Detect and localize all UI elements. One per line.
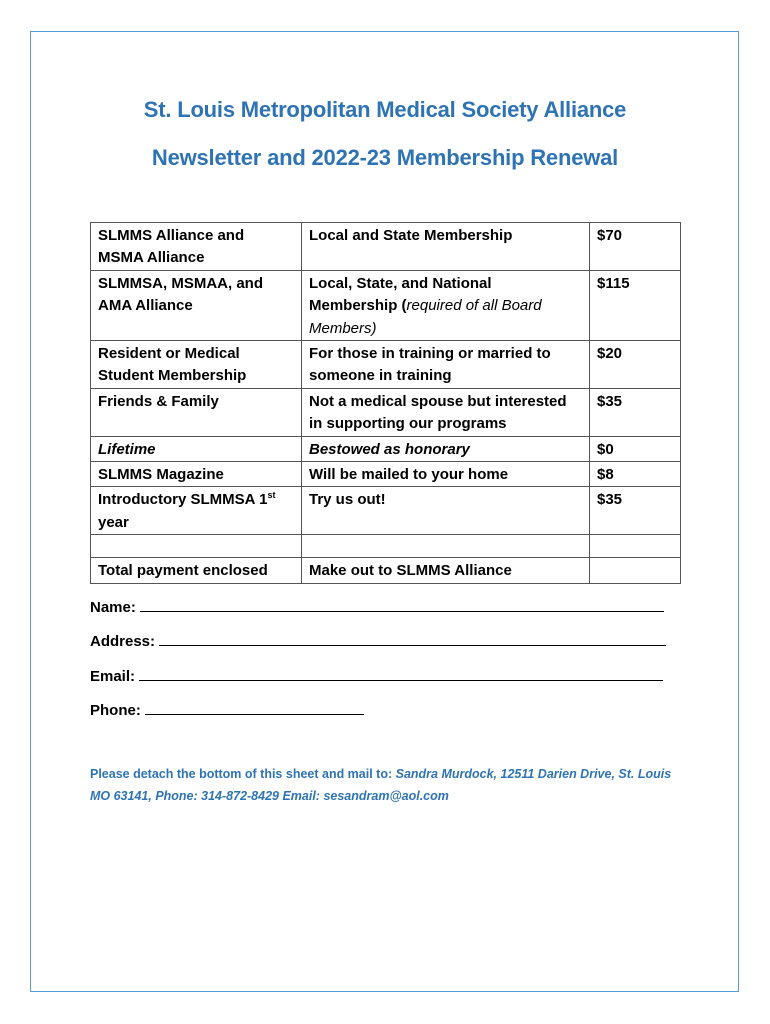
phone-field [90, 700, 364, 719]
email-label: Email: [90, 668, 136, 685]
membership-description: Local and State Membership [302, 223, 590, 271]
membership-description [302, 270, 590, 340]
email-blank[interactable] [139, 666, 663, 681]
name-suffix: year [98, 513, 129, 531]
address-field [90, 631, 666, 650]
membership-price: $8 [590, 462, 681, 487]
page-subtitle: Newsletter and 2022-23 Membership Renewal [151, 145, 619, 170]
membership-name: Friends & Family [91, 388, 302, 436]
membership-description: Bestowed as honorary [302, 436, 590, 461]
name-blank[interactable] [140, 597, 664, 612]
phone-blank[interactable] [145, 700, 364, 715]
total-row [91, 558, 681, 583]
name-label: Name: [90, 599, 136, 616]
name-superscript: st [267, 490, 276, 501]
address-blank[interactable] [159, 631, 666, 646]
total-label: Total payment enclosed [91, 558, 302, 583]
membership-price: $0 [590, 436, 681, 461]
address-label: Address: [90, 633, 156, 650]
total-description: Make out to SLMMS Alliance [302, 558, 590, 583]
membership-name: Resident or Medical Student Membership [91, 341, 302, 389]
page-title: St. Louis Metropolitan Medical Society Alliance [143, 97, 627, 122]
table-row [91, 487, 681, 535]
table-row [91, 341, 681, 389]
membership-name: SLMMS Magazine [91, 462, 302, 487]
name-prefix: Introductory SLMMSA 1 [98, 491, 268, 509]
description-text: Local, State, and National Membership ( [309, 274, 492, 315]
membership-name [91, 487, 302, 535]
membership-price: $35 [590, 487, 681, 535]
email-field [90, 666, 663, 685]
membership-description: Will be mailed to your home [302, 462, 590, 487]
mailing-address: Sandra Murdock, 12511 Darien Drive, St. Louis MO 63141, Phone: 314-872-8429 Email: sesandram@aol.com [90, 767, 672, 803]
membership-table [90, 222, 681, 584]
membership-price: $20 [590, 341, 681, 389]
membership-price: $35 [590, 388, 681, 436]
membership-price: $70 [590, 223, 681, 271]
table-row [91, 462, 681, 487]
empty-row [91, 535, 681, 558]
table-row [91, 388, 681, 436]
membership-name: Lifetime [91, 436, 302, 461]
table-row [91, 436, 681, 461]
mailing-note-lead: Please detach the bottom of this sheet and mail to: [90, 767, 396, 781]
membership-price: $115 [590, 270, 681, 340]
membership-description: Not a medical spouse but interested in supporting our programs [302, 388, 590, 436]
mailing-note [90, 763, 690, 807]
membership-name: SLMMSA, MSMAA, and AMA Alliance [91, 270, 302, 340]
phone-label: Phone: [90, 702, 141, 719]
total-amount[interactable] [590, 558, 681, 583]
name-field [90, 597, 664, 616]
membership-name: SLMMS Alliance and MSMA Alliance [91, 223, 302, 271]
membership-description: For those in training or married to someone in training [302, 341, 590, 389]
table-row [91, 270, 681, 340]
table-row [91, 223, 681, 271]
membership-description: Try us out! [302, 487, 590, 535]
description-note: required of all Board Members) [309, 297, 542, 337]
